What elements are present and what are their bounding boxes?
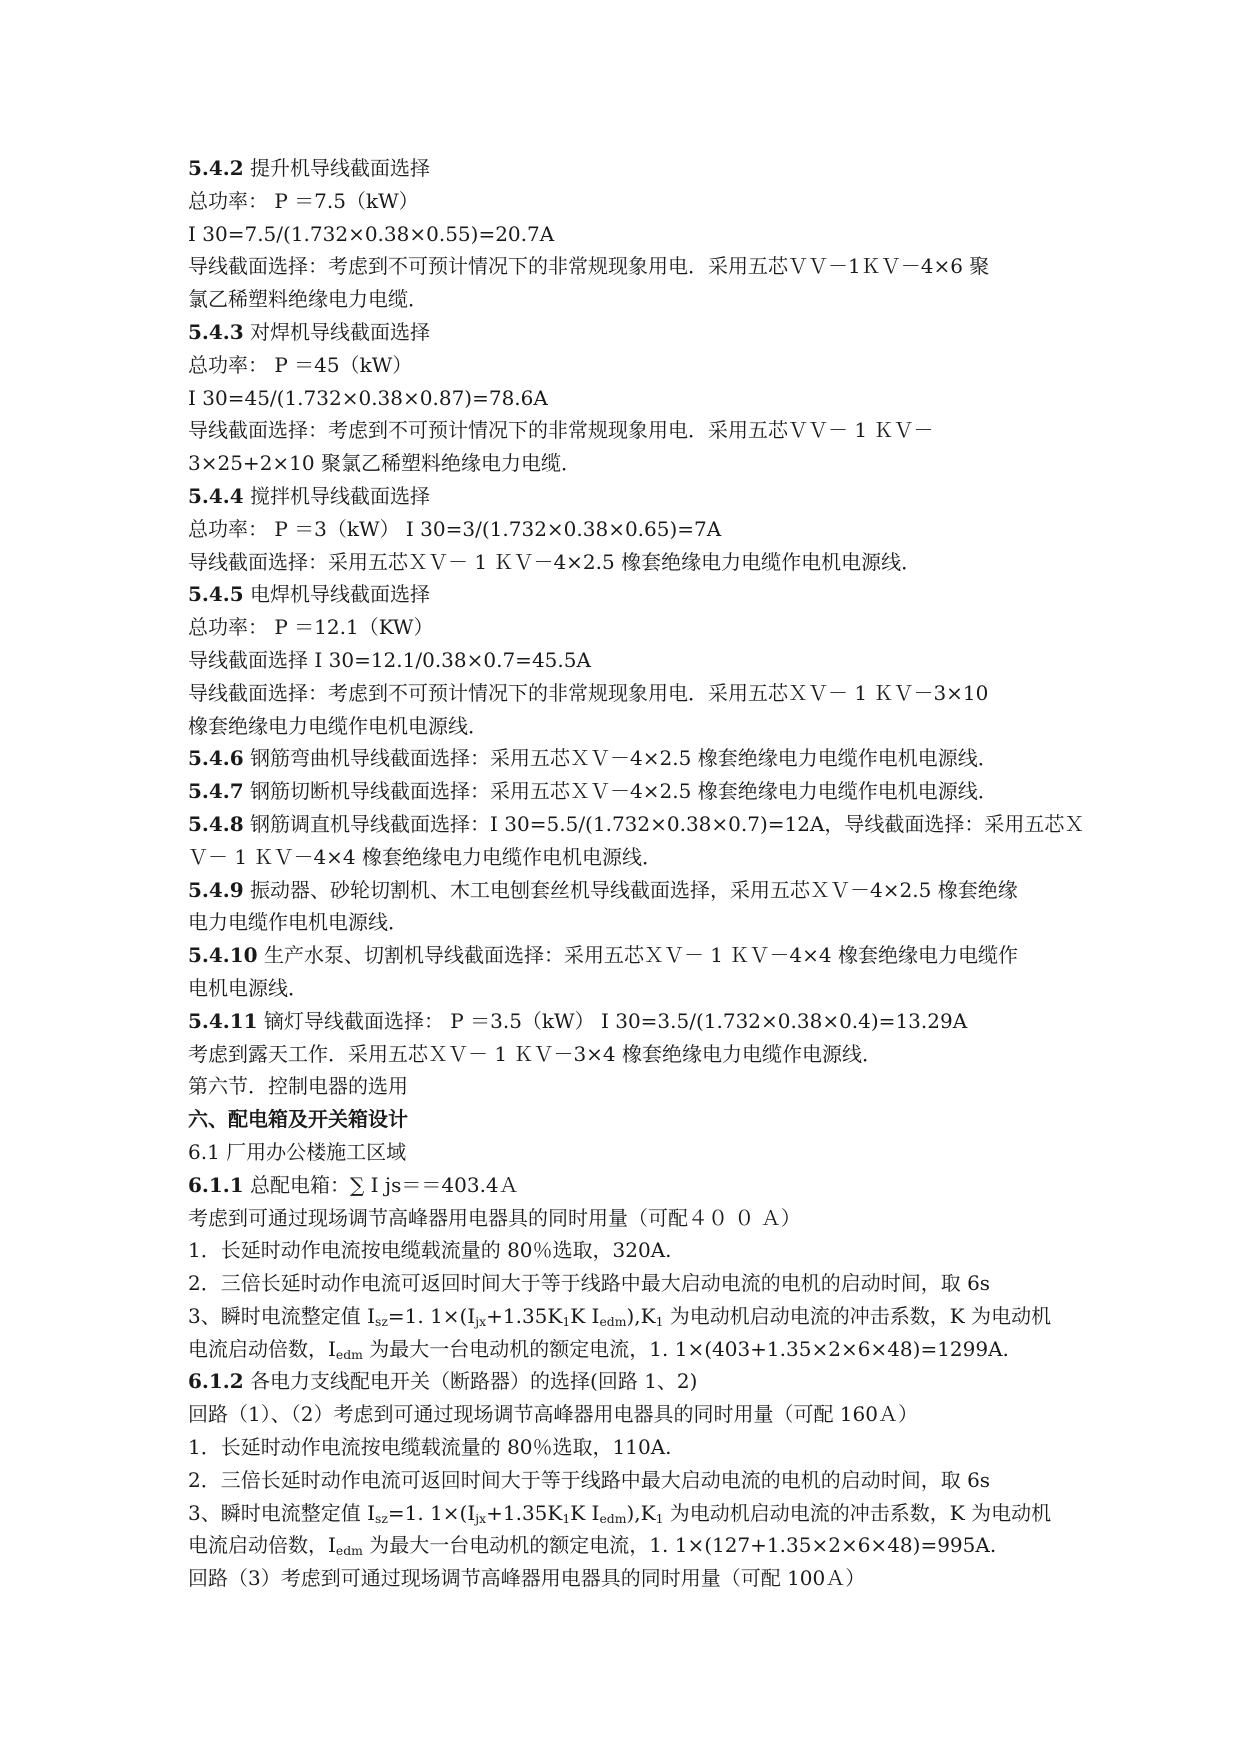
line-text: 橡套绝缘电力电缆作电机电源线． [188, 713, 488, 738]
section-number: 5.4.2 [188, 156, 244, 180]
section-number: 5.4.9 [188, 877, 244, 902]
section-number: 5.4.7 [188, 779, 244, 804]
line-text: 钢筋切断机导线截面选择：采用五芯ＸＶ－4×2.5 橡套绝缘电力电缆作电机电源线． [243, 779, 998, 804]
section-number: 5.4.8 [188, 811, 244, 836]
text-line [188, 644, 1068, 677]
text-line [188, 808, 1085, 841]
text-line [188, 185, 1068, 218]
section-number: 5.4.4 [188, 483, 244, 508]
text-line [188, 677, 1068, 710]
text-line [188, 152, 1068, 185]
line-text: 1．长延时动作电流按电缆载流量的 80％选取，320A. [188, 1238, 672, 1263]
text-line [188, 349, 1068, 382]
line-text: 6.1 厂用办公楼施工区域 [188, 1139, 407, 1164]
line-text: 电力电缆作电机电源线． [188, 910, 408, 935]
line-text: 回路（1）、（2）考虑到可通过现场调节高峰器用电器具的同时用量（可配 160Ａ） [188, 1402, 918, 1427]
text-line [188, 218, 1068, 251]
section-number: 5.4.6 [188, 746, 244, 771]
line-text: 氯乙稀塑料绝缘电力电缆． [188, 287, 428, 312]
text-line [188, 1562, 1068, 1595]
text-line [188, 874, 1068, 907]
line-text: 对焊机导线截面选择 [243, 319, 431, 344]
line-text: 总功率： P ＝7.5（kW） [188, 188, 419, 213]
text-line [188, 939, 1068, 972]
line-text: 导线截面选择：考虑到不可预计情况下的非常规现象用电．采用五芯ＶＶ－ 1 ＫＶ－ [188, 418, 934, 443]
line-text: 镝灯导线截面选择： P ＝3.5（kW） I 30=3.5/(1.732×0.38×0.4)=13.29A [257, 1008, 968, 1033]
text-line [188, 283, 1068, 316]
text-line [188, 710, 1068, 743]
line-text: 总功率： P ＝45（kW） [188, 352, 413, 377]
section-number: 5.4.5 [188, 582, 244, 607]
line-text: I 30=7.5/(1.732×0.38×0.55)=20.7A [188, 221, 555, 246]
text-line [188, 480, 1068, 513]
text-line [188, 1103, 1068, 1136]
text-line [188, 742, 1068, 775]
line-text: 电机电源线． [188, 975, 308, 1000]
line-text: 电焊机导线截面选择 [243, 582, 431, 607]
line-text: 电流启动倍数，$I_{edm}$ 为最大一台电动机的额定电流，1. 1×(403+1.35×2×6×48)=1299A. [188, 1336, 1009, 1362]
line-text: 1．长延时动作电流按电缆载流量的 80％选取，110A. [188, 1435, 672, 1460]
text-line [188, 316, 1068, 349]
line-text: 总配电箱：∑ I js＝＝403.4Ａ [243, 1172, 519, 1197]
line-text: 2．三倍长延时动作电流可返回时间大于等于线路中最大启动电流的电机的启动时间，取 6s [188, 1467, 991, 1492]
text-line [188, 1005, 1068, 1038]
section-number: 5.4.11 [188, 1008, 258, 1033]
text-line [188, 1333, 1068, 1366]
text-line [188, 972, 1068, 1005]
text-line [188, 1038, 1068, 1071]
text-line [188, 382, 1068, 415]
text-line [188, 1497, 1068, 1530]
text-line [188, 906, 1068, 939]
text-line [188, 578, 1068, 611]
text-line [188, 1202, 1068, 1235]
text-line [188, 447, 1068, 480]
line-text: Ｖ－ 1 ＫＶ－4×4 橡套绝缘电力电缆作电机电源线． [188, 844, 663, 869]
line-text: 搅拌机导线截面选择 [243, 483, 431, 508]
line-text: 导线截面选择：考虑到不可预计情况下的非常规现象用电．采用五芯ＸＶ－ 1 ＫＶ－3×10 [188, 680, 989, 705]
line-text: 3、瞬时电流整定值 $I_{sz}=1$. $1\times(I_{jx}+1.35K_1K$ $I_{edm}),K_1$ 为电动机启动电流的冲击系数，K 为电动机 [188, 1303, 1052, 1329]
text-line [188, 1529, 1068, 1562]
text-line [188, 1398, 1068, 1431]
line-text: 钢筋调直机导线截面选择：I 30=5.5/(1.732×0.38×0.7)=12A，导线截面选择：采用五芯Ｘ [243, 811, 1085, 836]
line-text: 2．三倍长延时动作电流可返回时间大于等于线路中最大启动电流的电机的启动时间，取 6s [188, 1271, 991, 1296]
line-text: 3×25+2×10 聚氯乙稀塑料绝缘电力电缆． [188, 451, 581, 476]
document-body [188, 152, 1085, 1595]
section-number: 六、配电箱及开关箱设计 [188, 1107, 408, 1132]
text-line [188, 1431, 1068, 1464]
line-text: 第六节．控制电器的选用 [188, 1074, 408, 1099]
line-text: 振动器、砂轮切割机、木工电刨套丝机导线截面选择，采用五芯ＸＶ－4×2.5 橡套绝缘 [243, 877, 1018, 902]
text-line [188, 414, 1068, 447]
text-line [188, 1365, 1068, 1398]
text-line [188, 775, 1068, 808]
text-line [188, 1070, 1068, 1103]
text-line [188, 250, 1068, 283]
line-text: 各电力支线配电开关（断路器）的选择(回路 1、2) [243, 1369, 698, 1394]
line-text: 总功率： P ＝3（kW） I 30=3/(1.732×0.38×0.65)=7A [188, 516, 722, 541]
text-line [188, 611, 1068, 644]
line-text: 提升机导线截面选择 [243, 156, 431, 180]
line-text: 导线截面选择：考虑到不可预计情况下的非常规现象用电．采用五芯ＶＶ－1ＫＶ－4×6 聚 [188, 254, 990, 279]
line-text: 3、瞬时电流整定值 $I_{sz}=1$. $1\times(I_{jx}+1.35K_1K$ $I_{edm}),K_1$ 为电动机启动电流的冲击系数，K 为电动机 [188, 1500, 1052, 1526]
line-text: 导线截面选择：采用五芯ＸＶ－ 1 ＫＶ－4×2.5 橡套绝缘电力电缆作电机电源线． [188, 549, 922, 574]
line-text: 总功率： P ＝12.1（KW） [188, 615, 434, 640]
text-line [188, 1169, 1068, 1202]
line-text: I 30=45/(1.732×0.38×0.87)=78.6A [188, 385, 548, 410]
text-line [188, 1234, 1068, 1267]
text-line [188, 1267, 1068, 1300]
text-line [188, 841, 1068, 874]
line-text: 钢筋弯曲机导线截面选择：采用五芯ＸＶ－4×2.5 橡套绝缘电力电缆作电机电源线． [243, 746, 998, 771]
text-line [188, 513, 1068, 546]
text-line [188, 546, 1068, 579]
line-text: 考虑到可通过现场调节高峰器用电器具的同时用量（可配４０ ０ Ａ） [188, 1205, 801, 1230]
section-number: 5.4.3 [188, 319, 244, 344]
line-text: 电流启动倍数，$I_{edm}$ 为最大一台电动机的额定电流，1. 1×(127+1.35×2×6×48)=995A. [188, 1533, 997, 1559]
section-number: 6.1.1 [188, 1172, 244, 1197]
section-number: 5.4.10 [188, 943, 258, 968]
line-text: 导线截面选择 I 30=12.1/0.38×0.7=45.5A [188, 647, 591, 672]
line-text: 考虑到露天工作．采用五芯ＸＶ－ 1 ＫＶ－3×4 橡套绝缘电力电缆作电源线． [188, 1041, 883, 1066]
text-line [188, 1300, 1068, 1333]
line-text: 生产水泵、切割机导线截面选择：采用五芯ＸＶ－ 1 ＫＶ－4×4 橡套绝缘电力电缆作 [257, 943, 1018, 968]
line-text: 回路（3）考虑到可通过现场调节高峰器用电器具的同时用量（可配 100Ａ） [188, 1566, 866, 1591]
section-number: 6.1.2 [188, 1369, 244, 1394]
text-line [188, 1464, 1068, 1497]
text-line [188, 1136, 1068, 1169]
